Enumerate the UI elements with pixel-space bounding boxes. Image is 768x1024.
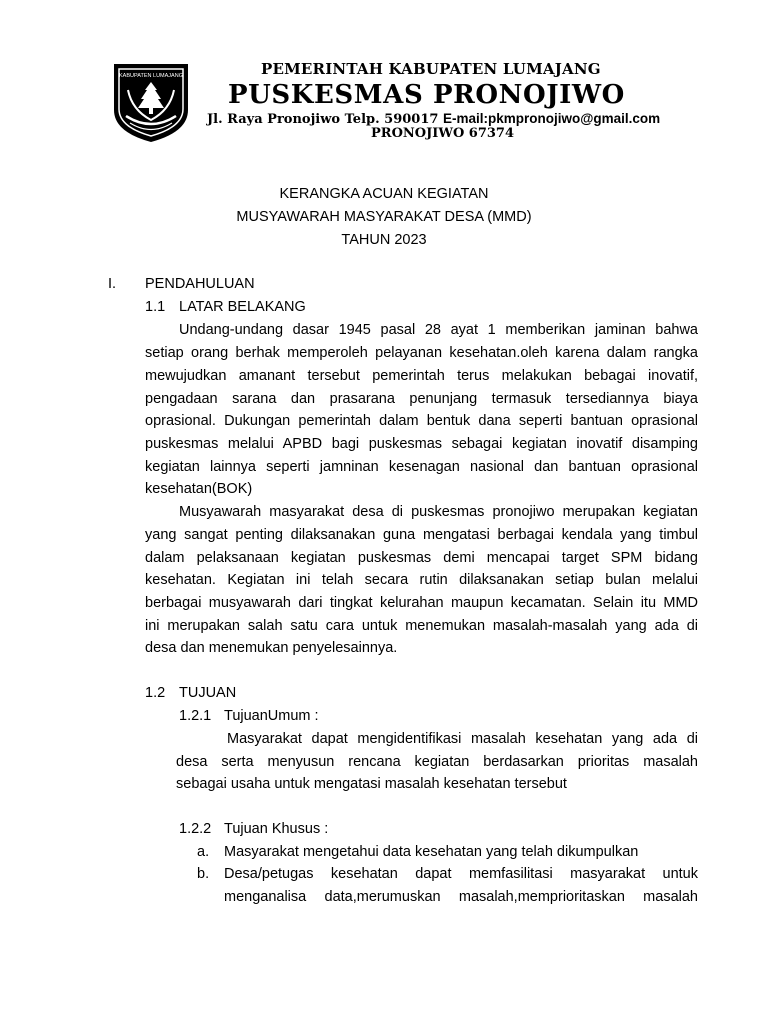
paragraph-line: puskesmas melalui APBD bagi puskesmas sebagai kegiatan inovatif disamping: [145, 436, 698, 452]
doc-title-line3: TAHUN 2023: [341, 232, 427, 248]
doc-title-line2: MUSYAWARAH MASYARAKAT DESA (MMD): [236, 209, 532, 225]
subsection-heading: TUJUAN: [179, 685, 237, 701]
paragraph-line: Musyawarah masyarakat desa di puskesmas pronojiwo merupakan kegiatan: [179, 504, 698, 520]
paragraph-line: kegiatan lainnya seperti jamninan kesenagan nasional dan bantuan oprasional: [145, 459, 698, 475]
paragraph-line: Undang-undang dasar 1945 pasal 28 ayat 1 memberikan jaminan bahwa: [179, 322, 698, 338]
subsection-heading: LATAR BELAKANG: [179, 299, 306, 315]
paragraph-line: setiap orang berhak memperoleh pelayanan kesehatan.oleh karena dalam rangka: [145, 345, 698, 361]
paragraph-line: kesehatan(BOK): [145, 481, 253, 497]
section-number: I.: [108, 276, 117, 292]
subsubsection-number: 1.2.2: [179, 821, 212, 837]
list-marker: a.: [197, 844, 210, 860]
list-marker: b.: [197, 866, 210, 882]
letterhead-email: E-mail:pkmpronojiwo@gmail.com: [442, 111, 661, 126]
subsection-number: 1.2: [145, 685, 166, 701]
letterhead-address: Jl. Raya Pronojiwo Telp. 590017: [207, 112, 439, 127]
letterhead-address-line: [207, 111, 660, 127]
subsubsection-number: 1.2.1: [179, 708, 212, 724]
paragraph-line: ini merupakan salah satu cara untuk menemukan masalah-masalah yang ada di: [145, 618, 698, 634]
subsubsection-heading: Tujuan Khusus :: [224, 821, 329, 837]
subsubsection-heading: TujuanUmum :: [224, 708, 319, 724]
paragraph-line: berbagai musyawarah dari tingkat kelurahan maupun kecamatan. Selain itu MMD: [145, 595, 698, 611]
letterhead-government: PEMERINTAH KABUPATEN LUMAJANG: [261, 60, 601, 78]
paragraph-line: pengadaan sarana dan prasarana penunjang termasuk tersediannya biaya: [145, 391, 698, 407]
subsection-number: 1.1: [145, 299, 166, 315]
paragraph-line: yang sangat penting dilaksanakan guna mengatasi berbagai kendala yang timbul: [145, 527, 698, 543]
paragraph-line: desa serta menyusun rencana kegiatan berdasarkan prioritas masalah: [176, 754, 698, 770]
paragraph-line: kesehatan. Kegiatan ini telah secara rutin dilaksanakan setiap bulan melalui: [145, 572, 698, 588]
list-item-line: Desa/petugas kesehatan dapat memfasilitasi masyarakat untuk: [224, 866, 698, 882]
paragraph-line: mewujudkan amanant tersebut pemerintah terus melakukan bebagai inovatif,: [145, 368, 698, 384]
paragraph-line: oprasional. Dukungan pemerintah dalam bentuk dana seperti bantuan oprasional: [145, 413, 698, 429]
doc-title-line1: KERANGKA ACUAN KEGIATAN: [279, 186, 489, 202]
paragraph-line: Masyarakat dapat mengidentifikasi masalah kesehatan yang ada di: [227, 731, 698, 747]
logo-caption: KABUPATEN LUMAJANG: [119, 73, 183, 79]
section-heading: PENDAHULUAN: [145, 276, 255, 292]
paragraph-line: sebagai usaha untuk mengatasi masalah kesehatan tersebut: [176, 776, 567, 792]
list-item-line: menganalisa data,merumuskan masalah,memprioritaskan masalah: [224, 889, 698, 905]
list-item-line: Masyarakat mengetahui data kesehatan yang telah dikumpulkan: [224, 844, 639, 860]
lumajang-emblem-logo: [110, 60, 192, 144]
paragraph-line: desa dan menemukan penyelesainnya.: [145, 640, 398, 656]
letterhead-institution: PUSKESMAS PRONOJIWO: [228, 80, 625, 110]
letterhead-city: PRONOJIWO 67374: [371, 126, 515, 141]
paragraph-line: dalam pelaksanaan kegiatan puskesmas demi mencapai target SPM bidang: [145, 550, 698, 566]
